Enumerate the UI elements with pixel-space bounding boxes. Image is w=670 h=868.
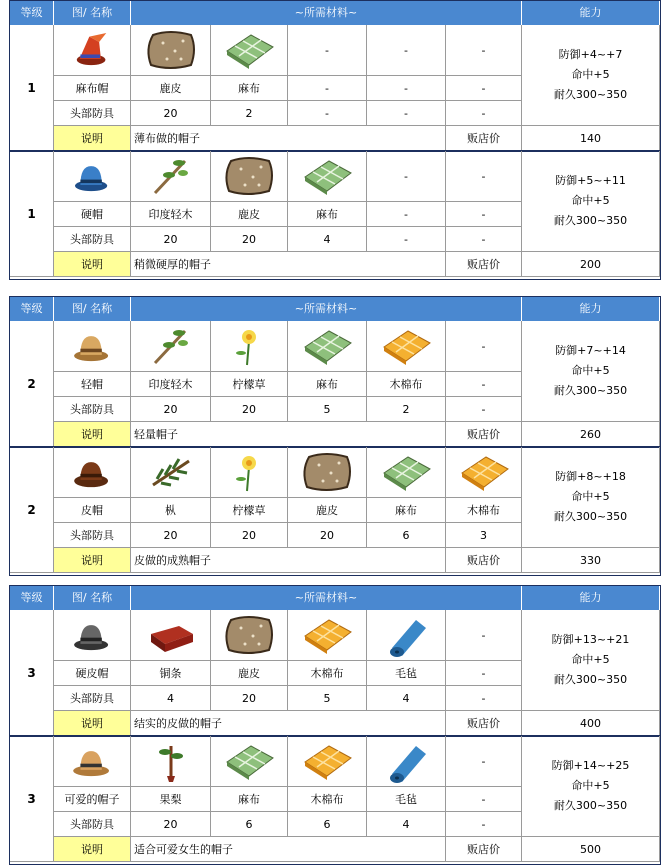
material-empty-name: - [446,76,522,101]
deer-hide-icon [214,612,284,658]
material-empty-qty: - [446,227,522,252]
material-qty: 20 [131,101,211,126]
material-qty: 2 [211,101,288,126]
material-icon-cell [131,610,211,661]
item-type: 头部防具 [54,523,131,548]
material-icon-cell [367,447,446,498]
cotton-cloth-icon [292,738,362,784]
item-name: 可爱的帽子 [54,787,131,812]
material-qty: 2 [367,397,446,422]
material-name: 毛毡 [367,787,446,812]
ability-line: 命中+5 [571,364,610,377]
ability-line: 耐久300~350 [553,799,628,812]
item-level: 2 [10,447,54,573]
material-empty: - [367,151,446,202]
item-icon-cell [54,610,131,661]
fir-branch-icon [140,449,202,495]
material-empty-name: - [367,76,446,101]
material-qty: 20 [131,227,211,252]
material-qty: 20 [211,397,288,422]
brown-leather-hat-icon [67,451,117,493]
material-empty-qty: - [288,101,367,126]
item-name: 轻帽 [54,372,131,397]
material-name: 印度轻木 [131,202,211,227]
recipe-table [9,585,661,865]
material-icon-cell [211,736,288,787]
header-materials: ~所需材料~ [131,297,522,321]
ability-line: 命中+5 [571,490,610,503]
material-name: 麻布 [288,202,367,227]
pear-branch-icon [140,738,202,784]
material-icon-cell [131,447,211,498]
header-icon-name: 图/ 名称 [54,586,131,610]
header-level: 等级 [10,1,54,25]
material-empty: - [446,321,522,372]
deer-hide-icon [214,153,284,199]
ability-line: 命中+5 [571,68,610,81]
material-empty-name: - [367,202,446,227]
ability-line: 命中+5 [571,779,610,792]
description-text: 薄布做的帽子 [131,126,446,151]
cotton-cloth-icon [375,323,437,369]
price-label: 贩店价 [446,837,522,862]
tan-hat-icon [67,325,117,367]
item-icon-cell [54,25,131,76]
price-value: 400 [522,711,660,736]
material-name: 鹿皮 [131,76,211,101]
cute-hat-icon [67,740,117,782]
material-name: 果梨 [131,787,211,812]
item-level: 2 [10,321,54,447]
header-materials: ~所需材料~ [131,1,522,25]
ability-line: 防御+14~+25 [551,759,630,772]
table-header [10,297,660,321]
linen-cloth-icon [292,153,362,199]
material-qty: 4 [131,686,211,711]
material-empty: - [446,25,522,76]
price-value: 140 [522,126,660,151]
cotton-cloth-icon [453,449,515,495]
material-icon-cell [288,321,367,372]
ability-line: 耐久300~350 [553,510,628,523]
material-name: 木棉布 [288,787,367,812]
item-ability [522,321,660,422]
ability-line: 耐久300~350 [553,673,628,686]
material-icon-cell [131,736,211,787]
price-label: 贩店价 [446,126,522,151]
item-ability [522,151,660,252]
grey-leather-hat-icon [67,614,117,656]
header-level: 等级 [10,297,54,321]
lemongrass-icon [214,449,284,495]
header-ability: 能力 [522,586,660,610]
description-text: 适合可爱女生的帽子 [131,837,446,862]
balsa-branch-icon [140,153,202,199]
material-qty: 4 [288,227,367,252]
material-empty: - [446,736,522,787]
linen-cloth-icon [214,27,284,73]
item-level: 1 [10,25,54,151]
material-name: 木棉布 [288,661,367,686]
material-name: 木棉布 [446,498,522,523]
material-name: 木棉布 [367,372,446,397]
material-name: 鹿皮 [288,498,367,523]
price-value: 260 [522,422,660,447]
material-name: 柠檬草 [211,498,288,523]
material-qty: 4 [367,812,446,837]
ability-line: 防御+5~+11 [555,174,626,187]
ability-line: 命中+5 [571,653,610,666]
linen-cloth-icon [214,738,284,784]
material-empty-qty: - [367,227,446,252]
material-qty: 20 [211,523,288,548]
ability-line: 耐久300~350 [553,214,628,227]
material-icon-cell [288,610,367,661]
material-qty: 5 [288,397,367,422]
material-icon-cell [131,151,211,202]
red-wizard-hat-icon [67,29,117,71]
description-label: 说明 [54,126,131,151]
material-qty: 4 [367,686,446,711]
material-empty: - [367,25,446,76]
material-empty-name: - [446,787,522,812]
table-header [10,1,660,25]
material-qty: 20 [211,227,288,252]
item-icon-cell [54,151,131,202]
header-icon-name: 图/ 名称 [54,1,131,25]
item-level: 3 [10,610,54,736]
header-ability: 能力 [522,297,660,321]
material-empty-name: - [446,661,522,686]
item-name: 硬皮帽 [54,661,131,686]
material-empty-qty: - [446,397,522,422]
deer-hide-icon [140,27,202,73]
material-name: 鹿皮 [211,661,288,686]
recipe-table [9,296,661,576]
material-qty: 20 [288,523,367,548]
material-icon-cell [211,321,288,372]
material-qty: 20 [211,686,288,711]
item-type: 头部防具 [54,397,131,422]
ability-line: 命中+5 [571,194,610,207]
material-icon-cell [211,447,288,498]
material-empty-name: - [446,372,522,397]
item-ability [522,447,660,548]
description-label: 说明 [54,837,131,862]
price-value: 200 [522,252,660,277]
material-qty: 6 [211,812,288,837]
header-icon-name: 图/ 名称 [54,297,131,321]
material-qty: 20 [131,812,211,837]
item-level: 1 [10,151,54,277]
material-empty-qty: - [446,686,522,711]
ability-line: 防御+4~+7 [558,48,623,61]
material-empty-qty: - [446,101,522,126]
ability-line: 耐久300~350 [553,88,628,101]
material-empty-qty: - [446,812,522,837]
description-label: 说明 [54,252,131,277]
description-label: 说明 [54,548,131,573]
material-name: 麻布 [367,498,446,523]
description-text: 稍微硬厚的帽子 [131,252,446,277]
item-name: 硬帽 [54,202,131,227]
material-icon-cell [211,151,288,202]
description-label: 说明 [54,711,131,736]
material-qty: 6 [367,523,446,548]
price-label: 贩店价 [446,711,522,736]
item-ability [522,736,660,837]
material-name: 麻布 [211,787,288,812]
price-label: 贩店价 [446,548,522,573]
felt-roll-icon [375,738,437,784]
material-name: 印度轻木 [131,372,211,397]
material-icon-cell [211,610,288,661]
felt-roll-icon [375,612,437,658]
material-name: 麻布 [288,372,367,397]
material-name: 毛毡 [367,661,446,686]
balsa-branch-icon [140,323,202,369]
material-icon-cell [288,447,367,498]
blue-hat-icon [67,155,117,197]
material-empty-name: - [446,202,522,227]
material-icon-cell [367,610,446,661]
material-name: 鹿皮 [211,202,288,227]
item-name: 麻布帽 [54,76,131,101]
material-empty-qty: - [367,101,446,126]
recipe-table [9,0,661,280]
description-label: 说明 [54,422,131,447]
material-empty: - [446,151,522,202]
lemongrass-icon [214,323,284,369]
price-value: 500 [522,837,660,862]
description-text: 皮做的成熟帽子 [131,548,446,573]
material-icon-cell [446,447,522,498]
material-qty: 20 [131,397,211,422]
material-icon-cell [367,321,446,372]
item-name: 皮帽 [54,498,131,523]
material-icon-cell [131,25,211,76]
ability-line: 防御+13~+21 [551,633,630,646]
material-name: 麻布 [211,76,288,101]
material-icon-cell [131,321,211,372]
cotton-cloth-icon [292,612,362,658]
item-ability [522,25,660,126]
price-value: 330 [522,548,660,573]
item-icon-cell [54,736,131,787]
material-empty: - [446,610,522,661]
material-empty: - [288,25,367,76]
price-label: 贩店价 [446,422,522,447]
item-type: 头部防具 [54,101,131,126]
item-icon-cell [54,447,131,498]
ability-line: 防御+8~+18 [555,470,626,483]
item-icon-cell [54,321,131,372]
material-qty: 3 [446,523,522,548]
material-qty: 6 [288,812,367,837]
material-qty: 20 [131,523,211,548]
item-ability [522,610,660,711]
description-text: 结实的皮做的帽子 [131,711,446,736]
material-name: 铜条 [131,661,211,686]
description-text: 轻量帽子 [131,422,446,447]
item-type: 头部防具 [54,686,131,711]
deer-hide-icon [292,449,362,495]
linen-cloth-icon [375,449,437,495]
item-type: 头部防具 [54,812,131,837]
header-ability: 能力 [522,1,660,25]
material-icon-cell [288,151,367,202]
material-qty: 5 [288,686,367,711]
linen-cloth-icon [292,323,362,369]
header-materials: ~所需材料~ [131,586,522,610]
ability-line: 耐久300~350 [553,384,628,397]
material-icon-cell [211,25,288,76]
item-level: 3 [10,736,54,862]
copper-bar-icon [140,612,202,658]
material-name: 柠檬草 [211,372,288,397]
material-icon-cell [367,736,446,787]
material-icon-cell [288,736,367,787]
material-empty-name: - [288,76,367,101]
item-type: 头部防具 [54,227,131,252]
ability-line: 防御+7~+14 [555,344,626,357]
material-name: 枞 [131,498,211,523]
table-header [10,586,660,610]
header-level: 等级 [10,586,54,610]
price-label: 贩店价 [446,252,522,277]
